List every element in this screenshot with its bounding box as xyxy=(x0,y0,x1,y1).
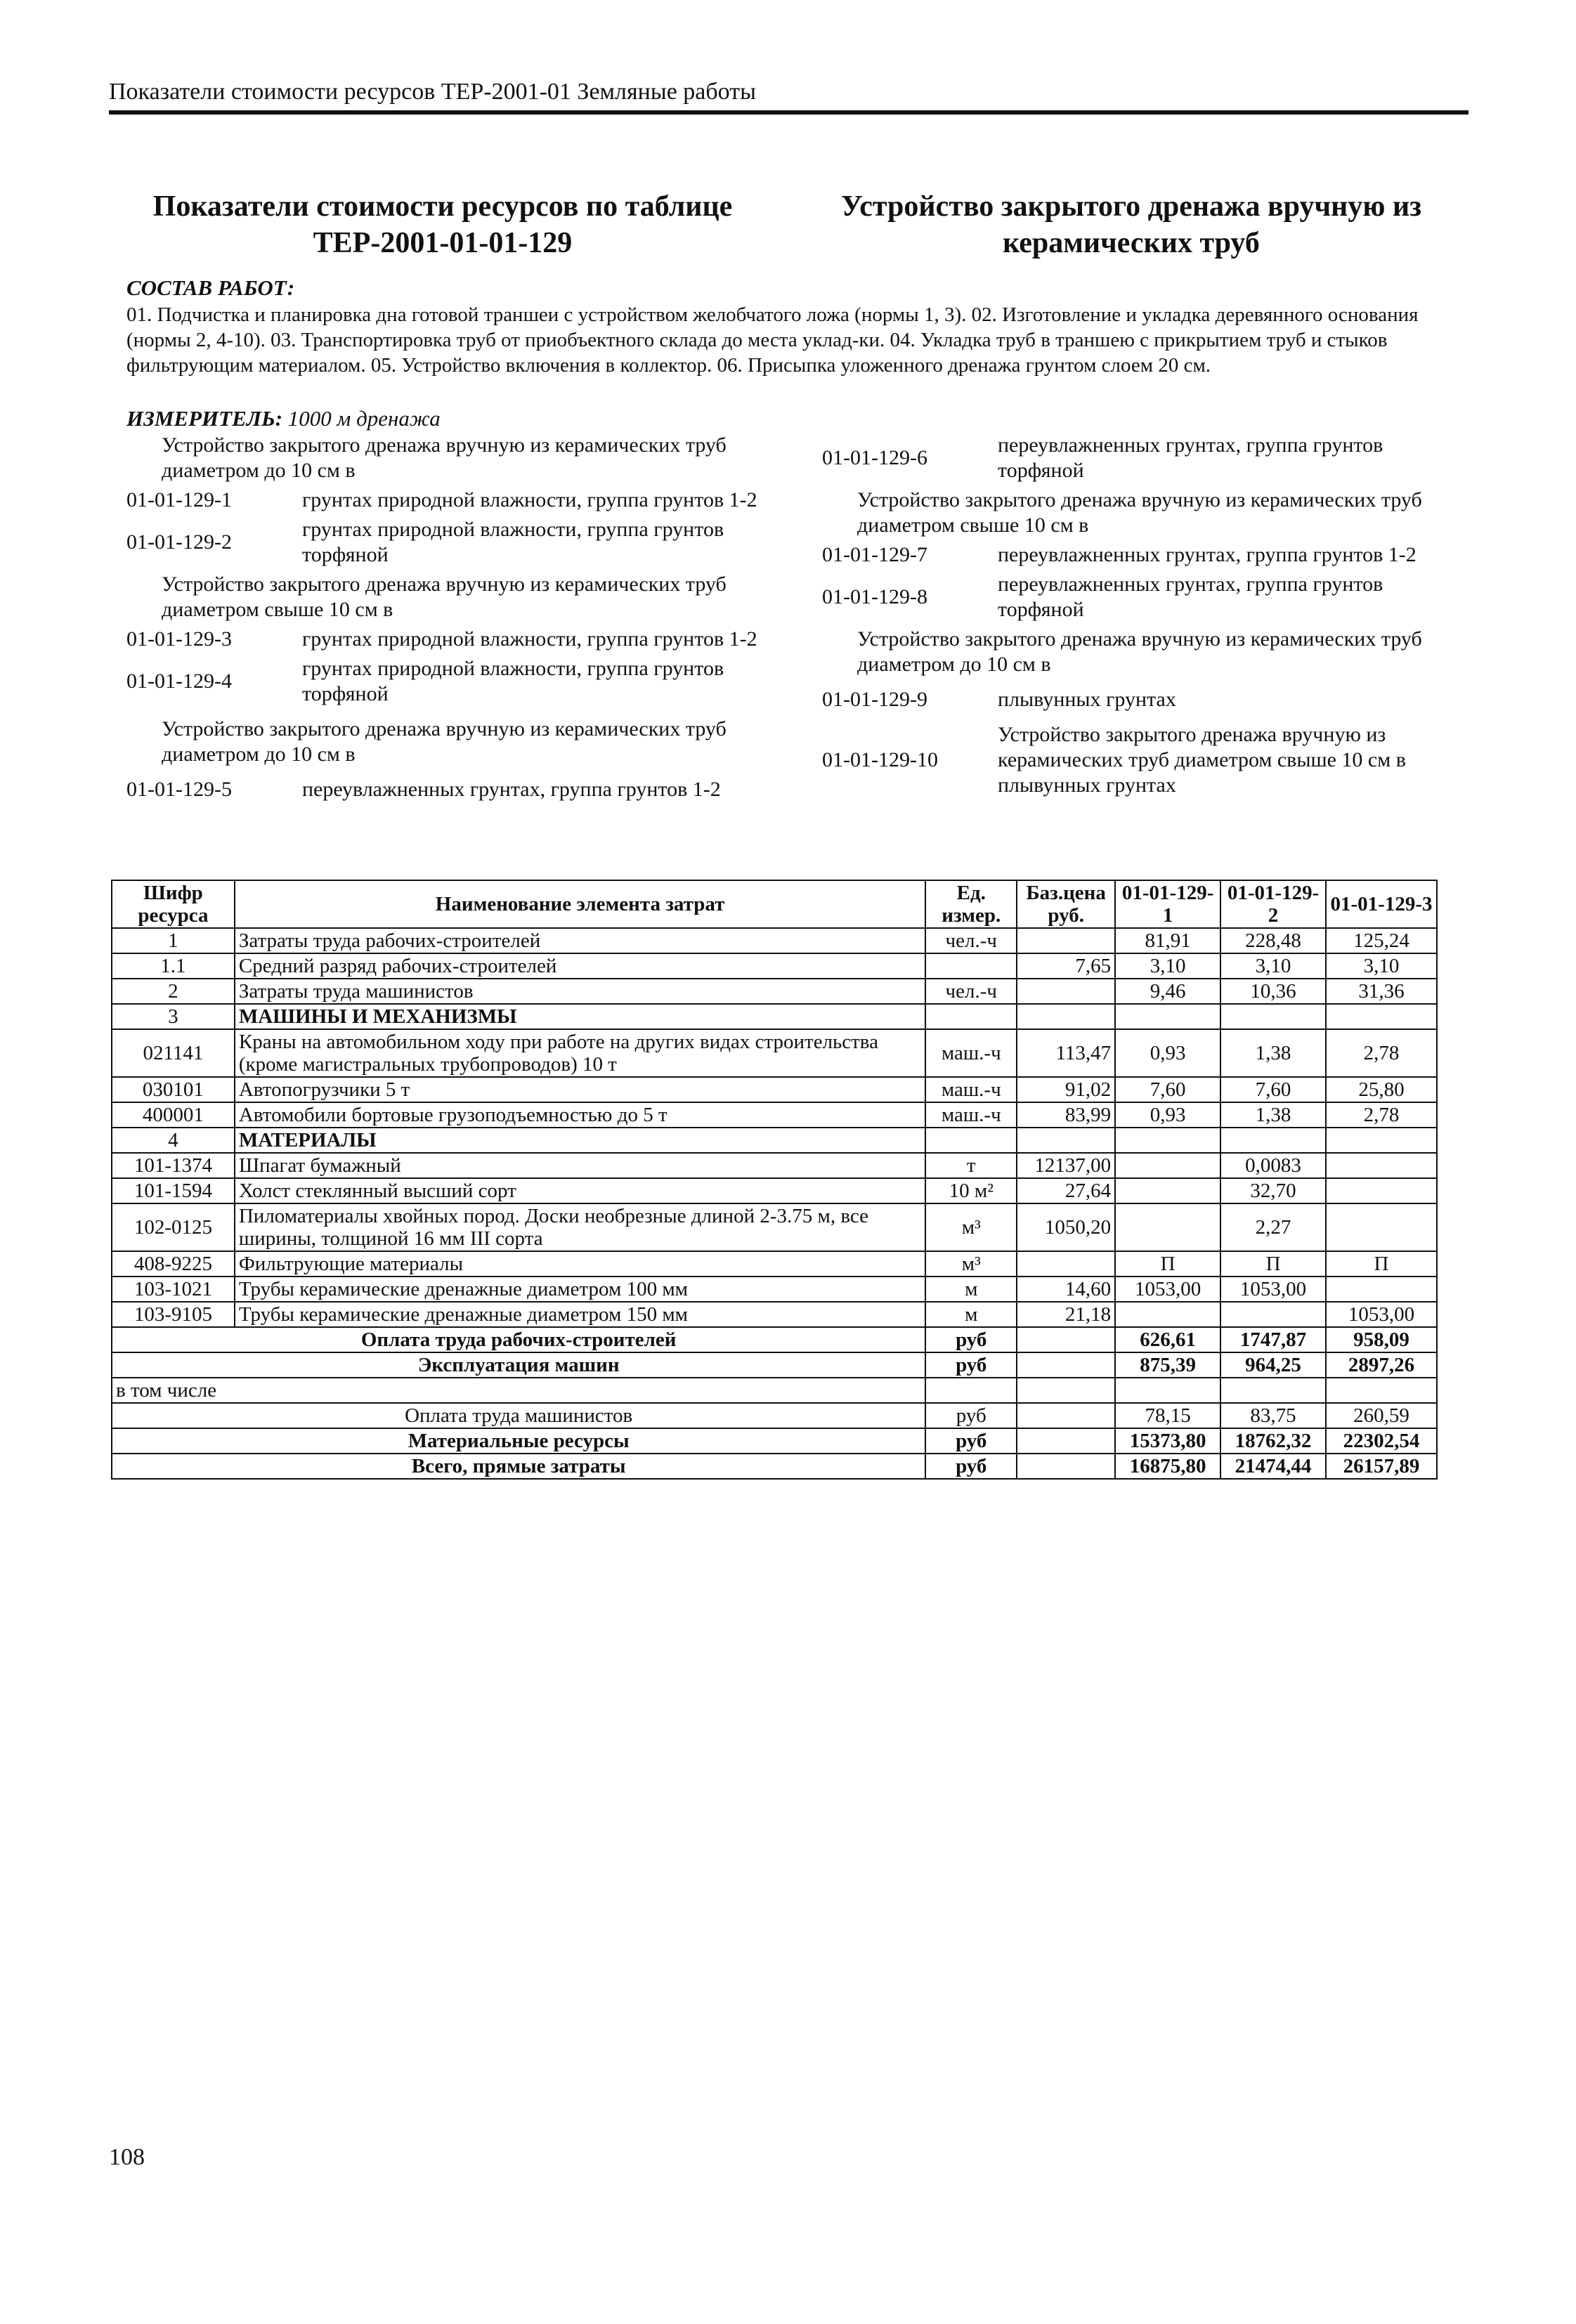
cell-norm-1: 9,46 xyxy=(1115,979,1220,1004)
cell-norm-3: 31,36 xyxy=(1326,979,1437,1004)
cell-code: 101-1374 xyxy=(112,1153,235,1178)
cell-price xyxy=(1017,1251,1115,1277)
cell-unit: м xyxy=(925,1277,1017,1302)
totals-row xyxy=(112,1428,1437,1454)
header-code: Шифр ресурса xyxy=(112,880,235,928)
meter-line xyxy=(126,406,441,431)
norm-item xyxy=(822,433,1454,483)
cell-name: Фильтрующие материалы xyxy=(235,1251,925,1277)
cell-norm-3 xyxy=(1326,1004,1437,1029)
cell-norm-1: П xyxy=(1115,1251,1220,1277)
totals-row xyxy=(112,1378,1437,1403)
cell-price: 113,47 xyxy=(1017,1029,1115,1077)
cell-norm-2: 0,0083 xyxy=(1220,1153,1326,1178)
cell-name: Шпагат бумажный xyxy=(235,1153,925,1178)
cell-price: 1050,20 xyxy=(1017,1203,1115,1251)
running-header: Показатели стоимости ресурсов ТЕР-2001-01 Земляные работы xyxy=(109,79,756,105)
cell-price xyxy=(1017,1004,1115,1029)
norm-description: грунтах природной влажности, группа грунтов торфяной xyxy=(302,657,724,705)
composition-text: 01. Подчистка и планировка дна готовой траншеи с устройством желобчатого ложа (нормы 1, 3). 02. Изготовление и укладка деревянного основания (нормы 2, 4-10). 03. Транспортировка труб от приобъектного склада до места уклад-ки. 04. Укладка труб в траншею с прикрытием труб и стыков фильтрующим материалом. 05. Устройство включения в коллектор. 06. Присыпка уложенного дренажа грунтом слоем 20 см. xyxy=(126,303,1419,377)
norm-code: 01-01-129-4 xyxy=(126,670,232,693)
total-norm-1: 78,15 xyxy=(1115,1403,1220,1428)
table-row xyxy=(112,1102,1437,1128)
cell-code: 021141 xyxy=(112,1029,235,1077)
cell-norm-3: 3,10 xyxy=(1326,953,1437,979)
cell-name: Автопогрузчики 5 т xyxy=(235,1077,925,1102)
cell-norm-1 xyxy=(1115,1128,1220,1153)
cell-price: 14,60 xyxy=(1017,1277,1115,1302)
cell-norm-1 xyxy=(1115,1302,1220,1327)
cell-price xyxy=(1017,928,1115,953)
cell-code: 3 xyxy=(112,1004,235,1029)
cell-code: 4 xyxy=(112,1128,235,1153)
cell-norm-3: 2,78 xyxy=(1326,1102,1437,1128)
cell-unit xyxy=(925,953,1017,979)
cell-code: 2 xyxy=(112,979,235,1004)
total-norm-3: 26157,89 xyxy=(1326,1454,1437,1479)
cell-name: Затраты труда рабочих-строителей xyxy=(235,928,925,953)
cell-norm-2 xyxy=(1220,1004,1326,1029)
composition-label: СОСТАВ РАБОТ: xyxy=(126,275,295,300)
table-row xyxy=(112,1077,1437,1102)
table-row xyxy=(112,1302,1437,1327)
resource-cost-table xyxy=(111,880,1438,1480)
total-norm-2: 964,25 xyxy=(1220,1352,1326,1378)
totals-row xyxy=(112,1352,1437,1378)
norms-right-column xyxy=(822,433,1454,798)
norm-item xyxy=(126,777,773,802)
table-row xyxy=(112,1004,1437,1029)
cell-code: 101-1594 xyxy=(112,1178,235,1203)
total-norm-1: 626,61 xyxy=(1115,1327,1220,1352)
total-norm-1 xyxy=(1115,1378,1220,1403)
total-label: Оплата труда машинистов xyxy=(112,1403,925,1428)
total-label: Эксплуатация машин xyxy=(112,1352,925,1378)
cell-name: МАШИНЫ И МЕХАНИЗМЫ xyxy=(235,1004,925,1029)
cell-norm-1: 1053,00 xyxy=(1115,1277,1220,1302)
cell-price: 27,64 xyxy=(1017,1178,1115,1203)
meter-value: 1000 м дренажа xyxy=(287,406,441,431)
norm-group-heading: Устройство закрытого дренажа вручную из керамических труб диаметром до 10 см в xyxy=(162,717,727,766)
cell-name: Трубы керамические дренажные диаметром 150 мм xyxy=(235,1302,925,1327)
norm-item xyxy=(126,488,773,513)
cell-code: 1 xyxy=(112,928,235,953)
cell-price: 83,99 xyxy=(1017,1102,1115,1128)
cell-norm-1 xyxy=(1115,1203,1220,1251)
total-norm-2: 1747,87 xyxy=(1220,1327,1326,1352)
cell-unit: м³ xyxy=(925,1251,1017,1277)
cell-norm-2: 10,36 xyxy=(1220,979,1326,1004)
cell-unit: т xyxy=(925,1153,1017,1178)
totals-row xyxy=(112,1403,1437,1428)
table-row xyxy=(112,979,1437,1004)
norm-code: 01-01-129-3 xyxy=(126,627,232,651)
total-label: в том числе xyxy=(112,1378,925,1403)
meter-label: ИЗМЕРИТЕЛЬ: xyxy=(126,406,283,431)
norms-left-column xyxy=(126,433,773,802)
totals-row xyxy=(112,1454,1437,1479)
norm-group-heading: Устройство закрытого дренажа вручную из керамических труб диаметром до 10 см в xyxy=(857,627,1422,676)
norm-description: переувлажненных грунтах, группа грунтов 1-2 xyxy=(998,543,1417,566)
norm-code: 01-01-129-9 xyxy=(822,688,927,711)
cell-name: Автомобили бортовые грузоподъемностью до 5 т xyxy=(235,1102,925,1128)
norm-code: 01-01-129-1 xyxy=(126,488,232,511)
header-rule xyxy=(109,110,1468,115)
norm-description: переувлажненных грунтах, группа грунтов торфяной xyxy=(998,573,1383,621)
table-row xyxy=(112,1178,1437,1203)
norm-description: плывунных грунтах xyxy=(998,688,1176,711)
norm-description: грунтах природной влажности, группа грунтов торфяной xyxy=(302,518,724,566)
table-row xyxy=(112,1203,1437,1251)
cell-code: 408-9225 xyxy=(112,1251,235,1277)
cell-code: 103-1021 xyxy=(112,1277,235,1302)
cell-price: 91,02 xyxy=(1017,1077,1115,1102)
total-norm-3: 22302,54 xyxy=(1326,1428,1437,1454)
total-price xyxy=(1017,1403,1115,1428)
cell-norm-3 xyxy=(1326,1153,1437,1178)
cell-norm-1: 81,91 xyxy=(1115,928,1220,953)
total-price xyxy=(1017,1378,1115,1403)
total-norm-2: 18762,32 xyxy=(1220,1428,1326,1454)
cell-unit: чел.-ч xyxy=(925,928,1017,953)
cell-norm-3: 25,80 xyxy=(1326,1077,1437,1102)
cell-unit: маш.-ч xyxy=(925,1102,1017,1128)
norm-code: 01-01-129-2 xyxy=(126,530,232,554)
cell-norm-3: П xyxy=(1326,1251,1437,1277)
cell-price xyxy=(1017,979,1115,1004)
norm-description: переувлажненных грунтах, группа грунтов торфяной xyxy=(998,433,1383,482)
cell-norm-1: 0,93 xyxy=(1115,1029,1220,1077)
cell-unit: м³ xyxy=(925,1203,1017,1251)
cell-norm-2: 2,27 xyxy=(1220,1203,1326,1251)
cell-norm-2: 32,70 xyxy=(1220,1178,1326,1203)
cell-unit: 10 м² xyxy=(925,1178,1017,1203)
total-norm-1: 875,39 xyxy=(1115,1352,1220,1378)
cell-name: Трубы керамические дренажные диаметром 100 мм xyxy=(235,1277,925,1302)
cell-norm-3: 2,78 xyxy=(1326,1029,1437,1077)
total-norm-1: 16875,80 xyxy=(1115,1454,1220,1479)
norm-item xyxy=(822,542,1454,568)
total-price xyxy=(1017,1352,1115,1378)
total-norm-3 xyxy=(1326,1378,1437,1403)
cell-norm-3 xyxy=(1326,1277,1437,1302)
cell-norm-1 xyxy=(1115,1153,1220,1178)
total-norm-2 xyxy=(1220,1378,1326,1403)
norm-item xyxy=(126,627,773,652)
header-name: Наименование элемента затрат xyxy=(235,880,925,928)
total-norm-1: 15373,80 xyxy=(1115,1428,1220,1454)
cell-norm-2: 3,10 xyxy=(1220,953,1326,979)
cell-norm-2: 1,38 xyxy=(1220,1029,1326,1077)
header-norm-2: 01-01-129-2 xyxy=(1220,880,1326,928)
cell-name: Затраты труда машинистов xyxy=(235,979,925,1004)
page-title-left: Показатели стоимости ресурсов по таблице ТЕР-2001-01-01-129 xyxy=(152,190,733,259)
cell-norm-2 xyxy=(1220,1128,1326,1153)
page-title-right: Устройство закрытого дренажа вручную из керамических труб xyxy=(840,190,1422,259)
norm-item xyxy=(126,517,773,568)
cell-norm-2: П xyxy=(1220,1251,1326,1277)
norm-description: грунтах природной влажности, группа грунтов 1-2 xyxy=(302,488,757,511)
cell-price xyxy=(1017,1128,1115,1153)
total-label: Всего, прямые затраты xyxy=(112,1454,925,1479)
total-unit: руб xyxy=(925,1454,1017,1479)
total-norm-3: 2897,26 xyxy=(1326,1352,1437,1378)
norm-group-heading: Устройство закрытого дренажа вручную из керамических труб диаметром свыше 10 см в xyxy=(162,573,727,621)
cell-unit xyxy=(925,1128,1017,1153)
norm-code: 01-01-129-10 xyxy=(822,748,938,771)
total-norm-2: 83,75 xyxy=(1220,1403,1326,1428)
cell-unit: маш.-ч xyxy=(925,1077,1017,1102)
header-norm-1: 01-01-129-1 xyxy=(1115,880,1220,928)
total-price xyxy=(1017,1428,1115,1454)
cell-code: 102-0125 xyxy=(112,1203,235,1251)
cell-norm-2: 1,38 xyxy=(1220,1102,1326,1128)
cell-name: Краны на автомобильном ходу при работе на других видах строительства (кроме магистральных трубопроводов) 10 т xyxy=(235,1029,925,1077)
total-unit: руб xyxy=(925,1403,1017,1428)
cell-norm-1 xyxy=(1115,1178,1220,1203)
norm-description: грунтах природной влажности, группа грунтов 1-2 xyxy=(302,627,757,651)
total-price xyxy=(1017,1327,1115,1352)
cell-norm-3: 125,24 xyxy=(1326,928,1437,953)
norm-description: Устройство закрытого дренажа вручную из керамических труб диаметром свыше 10 см в плывунных грунтах xyxy=(998,723,1406,797)
cell-norm-2: 228,48 xyxy=(1220,928,1326,953)
norm-code: 01-01-129-7 xyxy=(822,543,927,566)
cell-norm-1: 0,93 xyxy=(1115,1102,1220,1128)
cell-price: 12137,00 xyxy=(1017,1153,1115,1178)
total-label: Материальные ресурсы xyxy=(112,1428,925,1454)
cell-name: Пиломатериалы хвойных пород. Доски необрезные длиной 2-3.75 м, все ширины, толщиной 16 мм III сорта xyxy=(235,1203,925,1251)
total-label: Оплата труда рабочих-строителей xyxy=(112,1327,925,1352)
table-row xyxy=(112,1251,1437,1277)
norm-group-heading: Устройство закрытого дренажа вручную из керамических труб диаметром свыше 10 см в xyxy=(857,488,1422,537)
total-unit: руб xyxy=(925,1428,1017,1454)
total-unit: руб xyxy=(925,1327,1017,1352)
header-norm-3: 01-01-129-3 xyxy=(1326,880,1437,928)
cell-norm-2: 7,60 xyxy=(1220,1077,1326,1102)
cell-code: 030101 xyxy=(112,1077,235,1102)
table-row xyxy=(112,953,1437,979)
table-row xyxy=(112,928,1437,953)
total-price xyxy=(1017,1454,1115,1479)
table-row xyxy=(112,1029,1437,1077)
norm-item xyxy=(822,572,1454,622)
cell-unit: чел.-ч xyxy=(925,979,1017,1004)
cell-norm-3: 1053,00 xyxy=(1326,1302,1437,1327)
cell-norm-1: 7,60 xyxy=(1115,1077,1220,1102)
norm-item xyxy=(126,656,773,707)
norm-code: 01-01-129-6 xyxy=(822,446,927,469)
table-row xyxy=(112,1277,1437,1302)
total-norm-2: 21474,44 xyxy=(1220,1454,1326,1479)
page-number: 108 xyxy=(109,2144,145,2170)
cell-unit xyxy=(925,1004,1017,1029)
totals-row xyxy=(112,1327,1437,1352)
cell-name: МАТЕРИАЛЫ xyxy=(235,1128,925,1153)
cell-norm-3 xyxy=(1326,1128,1437,1153)
norm-item xyxy=(822,687,1454,712)
norm-group-heading: Устройство закрытого дренажа вручную из керамических труб диаметром до 10 см в xyxy=(162,433,727,482)
cell-norm-3 xyxy=(1326,1203,1437,1251)
cell-unit: маш.-ч xyxy=(925,1029,1017,1077)
norm-item xyxy=(822,722,1454,798)
total-norm-3: 958,09 xyxy=(1326,1327,1437,1352)
cell-code: 400001 xyxy=(112,1102,235,1128)
header-price: Баз.цена руб. xyxy=(1017,880,1115,928)
cell-price: 21,18 xyxy=(1017,1302,1115,1327)
cell-name: Средний разряд рабочих-строителей xyxy=(235,953,925,979)
cell-norm-3 xyxy=(1326,1178,1437,1203)
cell-name: Холст стеклянный высший сорт xyxy=(235,1178,925,1203)
norm-code: 01-01-129-8 xyxy=(822,585,927,608)
cell-code: 1.1 xyxy=(112,953,235,979)
cell-norm-1 xyxy=(1115,1004,1220,1029)
cell-code: 103-9105 xyxy=(112,1302,235,1327)
table-row xyxy=(112,1128,1437,1153)
cell-unit: м xyxy=(925,1302,1017,1327)
header-unit: Ед. измер. xyxy=(925,880,1017,928)
total-norm-3: 260,59 xyxy=(1326,1403,1437,1428)
cell-norm-2: 1053,00 xyxy=(1220,1277,1326,1302)
table-row xyxy=(112,1153,1437,1178)
norm-description: переувлажненных грунтах, группа грунтов 1-2 xyxy=(302,778,721,801)
cell-price: 7,65 xyxy=(1017,953,1115,979)
table-header-row xyxy=(112,880,1437,928)
total-unit: руб xyxy=(925,1352,1017,1378)
norm-code: 01-01-129-5 xyxy=(126,778,232,801)
cell-norm-2 xyxy=(1220,1302,1326,1327)
total-unit xyxy=(925,1378,1017,1403)
cell-norm-1: 3,10 xyxy=(1115,953,1220,979)
